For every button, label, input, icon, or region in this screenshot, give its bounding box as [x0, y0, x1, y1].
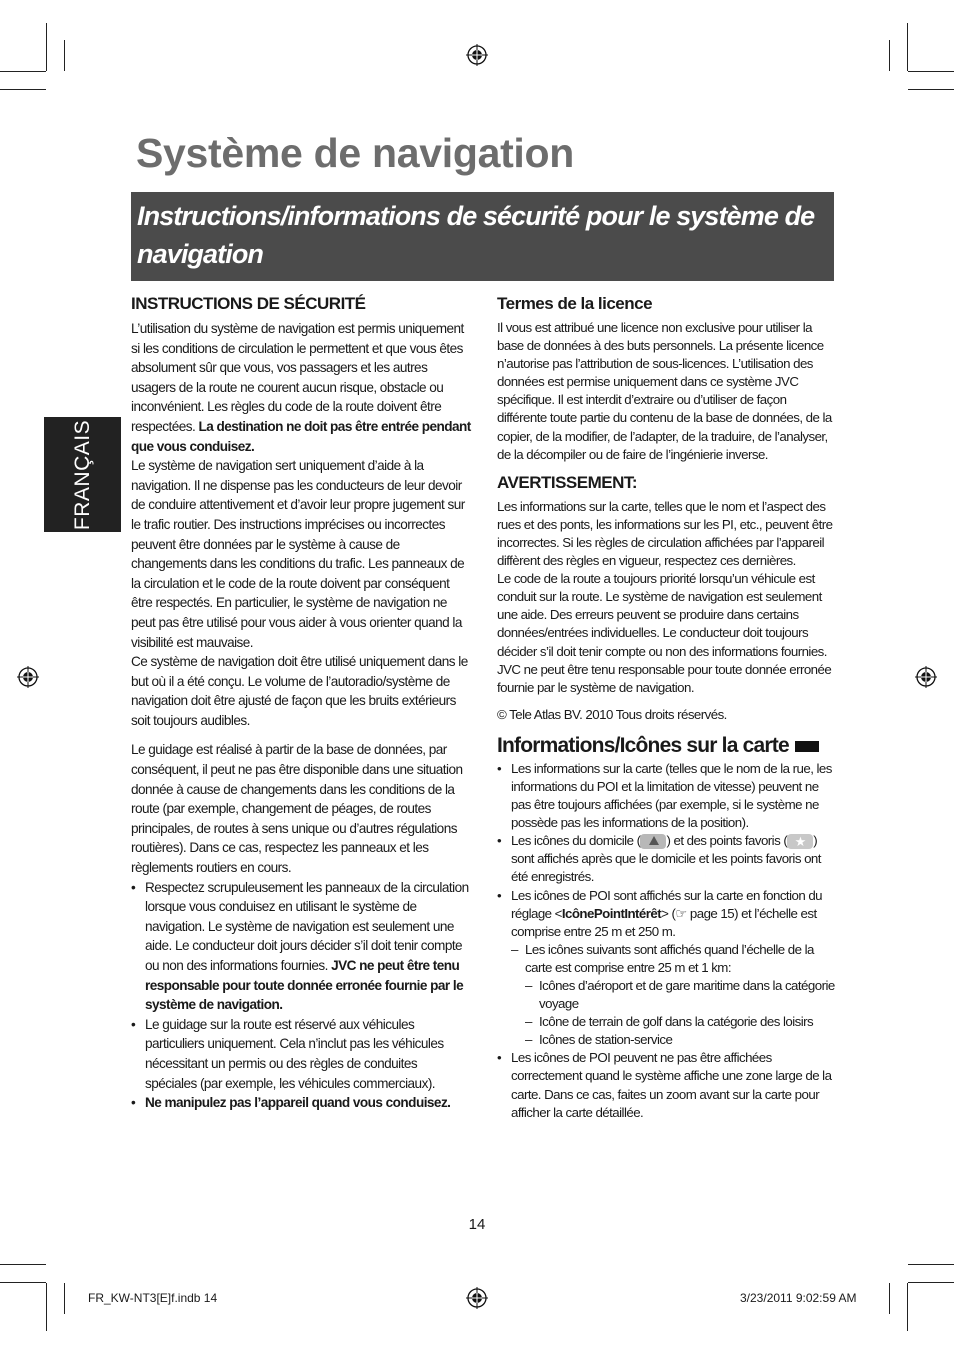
licence-heading: Termes de la licence	[497, 294, 653, 313]
crop-mark	[907, 23, 908, 71]
registration-mark-icon	[915, 666, 937, 688]
list-item: • Les informations sur la carte (telles que le nom de la rue, les informations du POI et la limitation de vitesse) peuvent ne pas être toujours affichées (par exemple, si le système ne possède pas les informations de la position).	[497, 760, 839, 832]
crop-mark	[908, 1264, 954, 1265]
sub-sub-list-item: – Icônes de station-service	[525, 1031, 839, 1049]
licence-paragraph: Il vous est attribué une licence non exclusive pour utiliser la base de données à des buts personnels. La présente licence n’autorise pas l’attribution de sous-licences. L’utilisation des données est permise uniquement dans ce système JVC spécifique. Il est interdit d’extraire ou d’utiliser de façon différente toute partie du contenu de la base de données, de la copier, de la modifier, de l’adapter, de la traduire, de l’analyser, de la décompiler ou de faire de l’ingénierie inverse.	[497, 320, 832, 462]
list-item-text: > (☞ page 15) et l’échelle est comprise entre 25 m et 250 m.	[511, 905, 817, 939]
registration-mark-icon	[466, 44, 488, 66]
list-item-text: ) sont affichés après que le domicile et les points favoris ont été enregistrés.	[511, 833, 821, 885]
safety-paragraph	[131, 319, 471, 456]
left-column	[131, 289, 471, 1113]
language-tab-label: FRANÇAIS	[70, 419, 94, 530]
list-item-bold-text: JVC ne peut être tenu responsable pour toute donnée erronée fournie par le système de navigation.	[145, 958, 464, 1013]
list-item	[497, 887, 839, 1050]
list-item-text: ) et des points favoris (	[666, 833, 788, 849]
sub-sub-list-item: – Icône de terrain de golf dans la catégorie des loisirs	[525, 1013, 839, 1031]
setting-name: IcônePointIntérêt	[561, 905, 662, 921]
crop-mark	[908, 89, 954, 90]
list-item-text: Respectez scrupuleusement les panneaux de la circulation lorsque vous conduisez en utilisant le système de navigation. Le système de navigation est seulement une aide. Le conducteur doit jours décider s’il doit tenir compte ou non des informations fournies.	[145, 879, 469, 973]
map-info-heading-text: Informations/Icônes sur la carte	[497, 733, 789, 757]
crop-mark	[889, 1283, 890, 1314]
footer-timestamp: 3/23/2011 9:02:59 AM	[740, 1291, 857, 1305]
list-item	[131, 878, 471, 1015]
warning-paragraph: JVC ne peut être tenu responsable pour toute donnée erronée fournie par le système de navigation.	[497, 661, 832, 695]
crop-mark	[0, 89, 46, 90]
crop-mark	[889, 40, 890, 71]
page-title: Système de navigation	[136, 130, 575, 176]
guidance-paragraph: Le système de navigation sert uniquement d’aide à la navigation. Il ne dispense pas les conducteurs de leur devoir de conduire attentivement et d’avoir leur propre jugement sur le trafic routier. Des instructions imprécises ou incorrectes peuvent être données par le système à cause de changements dans les conditions du trafic. Les panneaux de la circulation et le code de la route doivent par conséquent être respectés. En particulier, le système de navigation ne peut pas être utilisé pour vous aider à vous orienter quand la visibilité est mauvaise.	[131, 458, 465, 650]
crop-mark	[908, 71, 954, 72]
star-icon: ★	[787, 834, 813, 849]
safety-text: L’utilisation du système de navigation est permis uniquement si les conditions de circulation le permettent et que vous êtes absolument sûr que vous, vos passagers et les autres usagers de la route ne courent aucun risque, obstacle ou inconvénient. Les règles du code de la route doivent être respectées.	[131, 321, 464, 434]
volume-paragraph: Ce système de navigation doit être utilisé uniquement dans le but où il a été conçu. Le volume de l’autoradio/système de navigation doit être ajusté de façon que les bruits extérieurs soit toujours audibles.	[131, 654, 468, 728]
crop-mark	[46, 23, 47, 71]
registration-mark-icon	[466, 1287, 488, 1309]
crop-mark	[64, 40, 65, 71]
crop-mark	[46, 1283, 47, 1331]
list-item: • Les icônes de POI peuvent ne pas être affichées correctement quand le système affiche une zone large de la carte. Dans ce cas, faites un zoom avant sur la carte pour afficher la carte détaillée.	[497, 1049, 839, 1121]
list-item-text: Les icônes de POI sont affichés sur la carte en fonction du réglage <	[511, 887, 823, 921]
map-info-heading	[497, 732, 839, 760]
crop-mark	[64, 1283, 65, 1314]
copyright-text: © Tele Atlas BV. 2010 Tous droits réservés.	[497, 706, 727, 722]
section-banner	[131, 192, 834, 281]
warning-heading: AVERTISSEMENT:	[497, 472, 638, 492]
safety-bold-text: La destination ne doit pas être entrée pendant que vous conduisez.	[131, 418, 471, 454]
language-tab	[44, 417, 121, 532]
sub-sub-list-item: – Icônes d’aéroport et de gare maritime dans la catégorie voyage	[525, 977, 839, 1013]
warning-paragraph: Le code de la route a toujours priorité lorsqu’un véhicule est conduit sur la route. Le système de navigation est seulement une aide. Des erreurs peuvent se produire dans certains données/entrées individuelles. Le conducteur doit toujours décider s’il doit tenir compte ou non des informations fournies.	[497, 571, 827, 659]
database-paragraph: Le guidage est réalisé à partir de la base de données, par conséquent, il peut ne pas être disponible dans une situation donnée à cause de changements dans les conditions de la route (par exemple, changement de péages, de routes principales, de routes à sens unique ou d’autres régulations routières). Dans ce cas, respectez les panneaux et les règlements routiers en cours.	[131, 742, 463, 876]
crop-mark	[0, 1282, 46, 1283]
page-number: 14	[468, 1216, 486, 1233]
right-column	[497, 289, 839, 1122]
crop-mark	[908, 1282, 954, 1283]
sub-list-item: – Les icônes suivants sont affichés quand l’échelle de la carte est comprise entre 25 m et 1 km:	[511, 941, 839, 977]
safety-bullet-list	[131, 878, 471, 1113]
footer-filename: FR_KW-NT3[E]f.indb 14	[88, 1291, 218, 1305]
list-item	[497, 832, 839, 886]
safety-heading: INSTRUCTIONS DE SÉCURITÉ	[131, 294, 366, 313]
map-bullet-list	[497, 760, 839, 1122]
list-item-bold-text: Ne manipulez pas l’appareil quand vous conduisez.	[145, 1095, 451, 1111]
list-item: • Le guidage sur la route est réservé aux véhicules particuliers uniquement. Cela n’inclut pas les véhicules nécessitant un permis ou des règles de conduites spéciales (par exemple, les véhicules commerciaux).	[131, 1015, 471, 1093]
section-banner-text: Instructions/informations de sécurité pour le système de navigation	[137, 201, 815, 269]
crop-mark	[907, 1283, 908, 1331]
crop-mark	[0, 1264, 46, 1265]
crop-mark	[0, 71, 46, 72]
registration-mark-icon	[17, 666, 39, 688]
list-item-text: Les icônes du domicile (	[511, 833, 641, 849]
end-mark-icon	[795, 741, 819, 752]
home-icon	[640, 834, 666, 849]
list-item	[131, 1093, 471, 1113]
warning-paragraph: Les informations sur la carte, telles que le nom et l’aspect des rues et des ponts, les informations sur les PI, etc., peuvent être incorrectes. Si les règles de circulation affichées par l’appareil diffèrent des règles en vigueur, respectez ces dernières.	[497, 498, 833, 569]
